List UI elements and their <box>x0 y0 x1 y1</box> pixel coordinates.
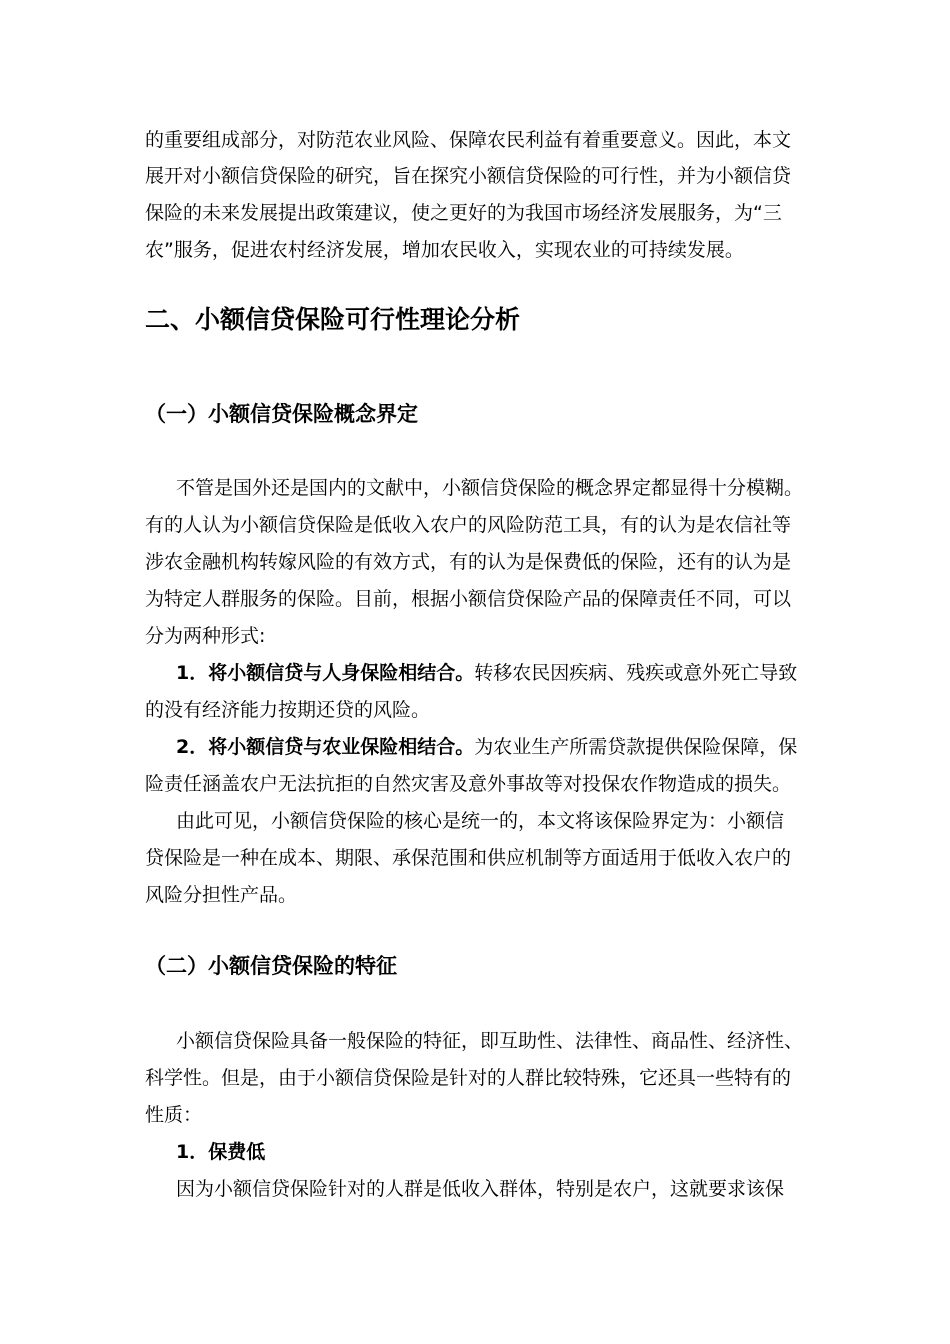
paragraph-line: 因为小额信贷保险针对的人群是低收入群体，特别是农户，这就要求该保 <box>176 1178 785 1200</box>
paragraph-line: 不管是国外还是国内的文献中，小额信贷保险的概念界定都显得十分模糊。 <box>176 477 804 499</box>
paragraph-line: 性质： <box>145 1104 203 1126</box>
list-item <box>176 654 797 692</box>
list-item-lead: 2．将小额信贷与农业保险相结合。 <box>176 736 475 758</box>
feature-heading: 1．保费低 <box>176 1141 266 1163</box>
paragraph-line: 由此可见，小额信贷保险的核心是统一的，本文将该保险界定为：小额信 <box>176 810 785 832</box>
subsection-heading: （一）小额信贷保险概念界定 <box>145 402 418 426</box>
list-item-lead: 1．将小额信贷与人身保险相结合。 <box>176 662 475 684</box>
paragraph-line: 为特定人群服务的保险。目前，根据小额信贷保险产品的保障责任不同，可以 <box>145 588 792 610</box>
paragraph-line: 分为两种形式: <box>145 625 266 647</box>
paragraph-line: 涉农金融机构转嫁风险的有效方式，有的认为是保费低的保险，还有的认为是 <box>145 551 792 573</box>
paragraph-line: 风险分担性产品。 <box>145 884 298 906</box>
intro-line: 展开对小额信贷保险的研究，旨在探究小额信贷保险的可行性，并为小额信贷 <box>145 165 792 187</box>
intro-line: 的重要组成部分，对防范农业风险、保障农民利益有着重要意义。因此，本文 <box>145 129 792 151</box>
subsection-heading: （二）小额信贷保险的特征 <box>145 954 397 978</box>
list-item <box>176 728 797 766</box>
list-item-text: 转移农民因疾病、残疾或意外死亡导致 <box>474 662 798 684</box>
list-item-continuation: 险责任涵盖农户无法抗拒的自然灾害及意外事故等对投保农作物造成的损失。 <box>145 773 792 795</box>
list-item-text: 为农业生产所需贷款提供保险保障，保 <box>474 736 798 758</box>
list-item-continuation: 的没有经济能力按期还贷的风险。 <box>145 699 431 721</box>
paragraph-line: 科学性。但是，由于小额信贷保险是针对的人群比较特殊，它还具一些特有的 <box>145 1067 792 1089</box>
intro-line: 保险的未来发展提出政策建议，使之更好的为我国市场经济发展服务，为“三 <box>145 202 782 224</box>
section-heading: 二、小额信贷保险可行性理论分析 <box>145 305 521 334</box>
paragraph-line: 小额信贷保险具备一般保险的特征，即互助性、法律性、商品性、经济性、 <box>176 1030 804 1052</box>
paragraph-line: 有的人认为小额信贷保险是低收入农户的风险防范工具，有的认为是农信社等 <box>145 514 792 536</box>
intro-line: 农”服务，促进农村经济发展，增加农民收入，实现农业的可持续发展。 <box>145 239 744 261</box>
paragraph-line: 贷保险是一种在成本、期限、承保范围和供应机制等方面适用于低收入农户的 <box>145 847 792 869</box>
